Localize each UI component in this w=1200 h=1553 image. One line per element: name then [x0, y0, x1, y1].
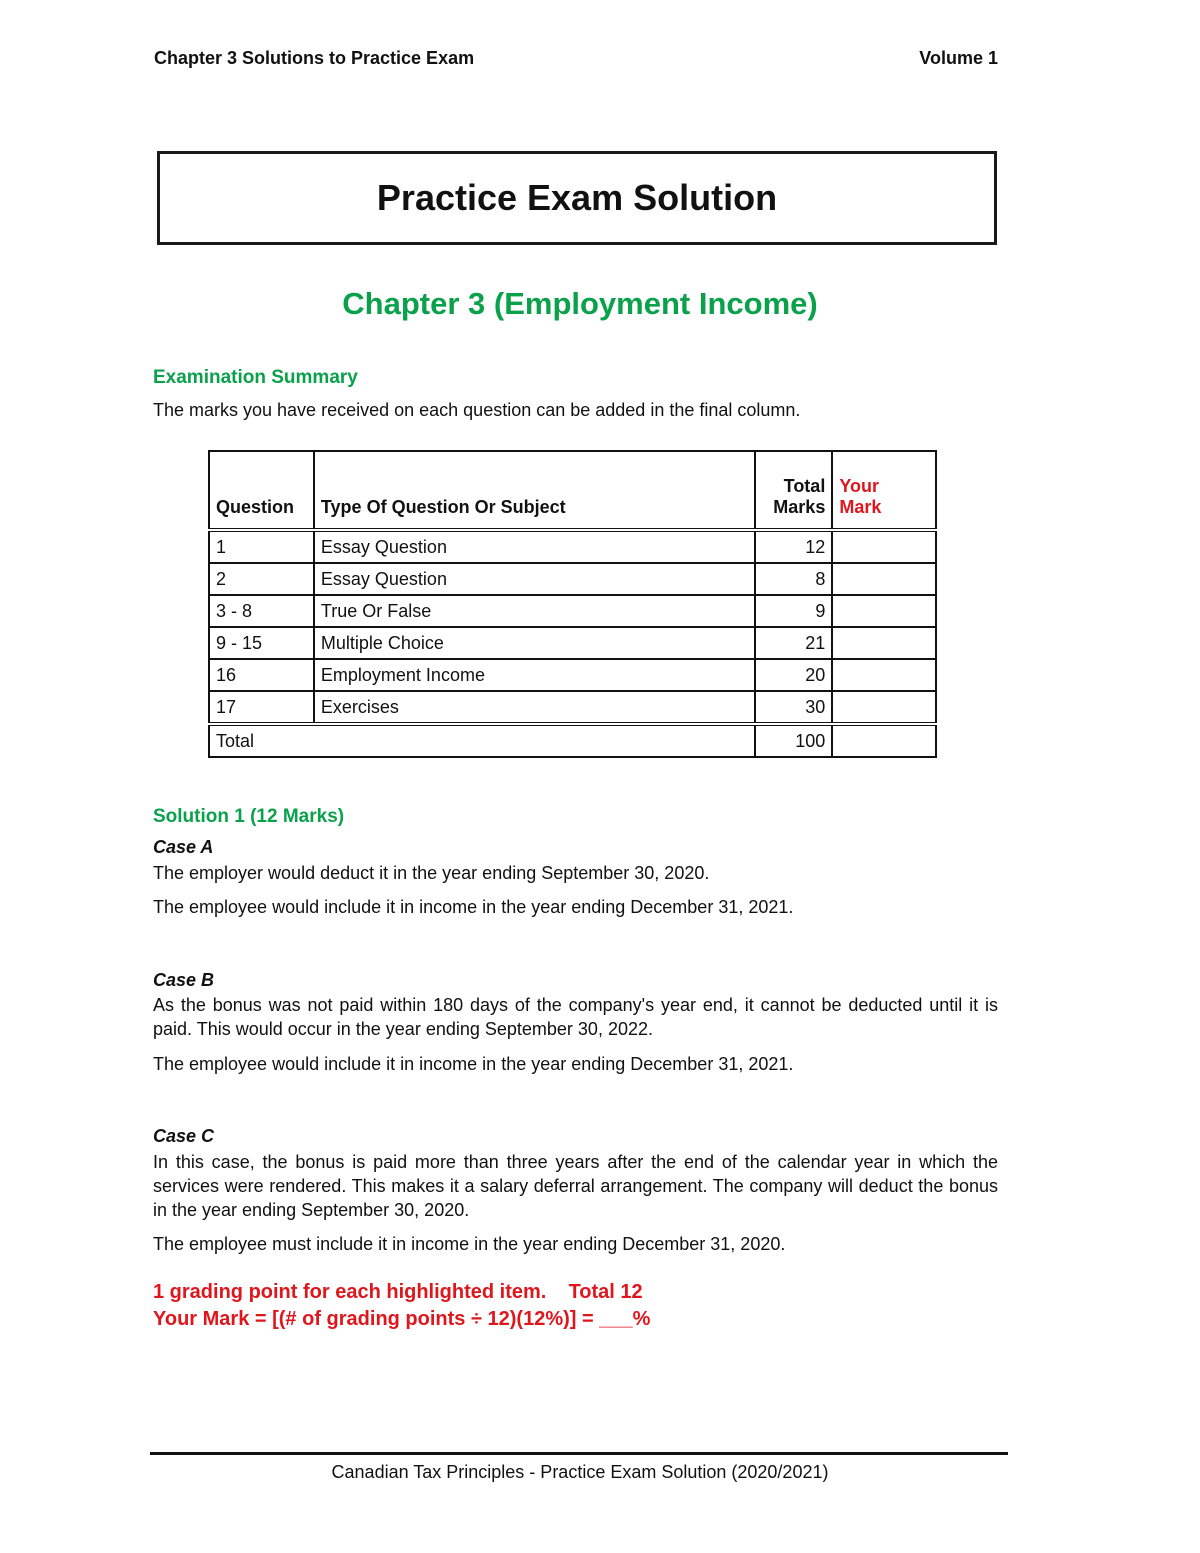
cell-type: Employment Income — [314, 659, 756, 691]
cell-question: 3 - 8 — [209, 595, 314, 627]
cell-your-mark — [832, 530, 936, 563]
case-c-paragraph-1: In this case, the bonus is paid more than three years after the end of the calendar year in which the services were rendered. This makes it a salary deferral arrangement. The company will deduct the bonus in the year ending September 30, 2020. — [153, 1152, 998, 1220]
exam-summary-table — [208, 450, 937, 758]
table-row — [209, 627, 936, 659]
case-a-title: Case A — [153, 837, 214, 857]
your-mark-formula: Your Mark = [(# of grading points ÷ 12)(12%)] = ___% — [153, 1308, 651, 1330]
table-total-row — [209, 724, 936, 757]
case-c-paragraph-2: The employee must include it in income in the year ending December 31, 2020. — [153, 1234, 786, 1254]
col-header-type: Type Of Question Or Subject — [314, 451, 756, 530]
summary-intro: The marks you have received on each question can be added in the final column. — [153, 400, 801, 420]
page-footer: Canadian Tax Principles - Practice Exam Solution (2020/2021) — [331, 1462, 829, 1482]
table-row — [209, 691, 936, 724]
cell-question: 16 — [209, 659, 314, 691]
cell-your-mark — [832, 563, 936, 595]
cell-marks: 8 — [755, 563, 832, 595]
col-header-your-mark — [832, 451, 936, 530]
cell-question: 2 — [209, 563, 314, 595]
case-b-paragraph-2: The employee would include it in income in the year ending December 31, 2021. — [153, 1054, 794, 1074]
table-row — [209, 595, 936, 627]
cell-marks: 20 — [755, 659, 832, 691]
col-header-question: Question — [209, 451, 314, 530]
cell-marks: 9 — [755, 595, 832, 627]
cell-total-marks: 100 — [755, 724, 832, 757]
case-c-title: Case C — [153, 1126, 215, 1146]
summary-heading: Examination Summary — [153, 367, 358, 388]
table-row — [209, 563, 936, 595]
cell-type: Essay Question — [314, 530, 756, 563]
chapter-title: Chapter 3 (Employment Income) — [342, 286, 818, 321]
page-title: Practice Exam Solution — [157, 151, 997, 245]
col-header-your-line2: Mark — [839, 497, 882, 517]
table-row — [209, 659, 936, 691]
cell-total-label: Total — [209, 724, 755, 757]
col-header-your-line1: Your — [839, 476, 879, 496]
case-b-title: Case B — [153, 970, 215, 990]
case-b-paragraph-1: As the bonus was not paid within 180 days of the company's year end, it cannot be deducted until it is paid. This would occur in the year ending September 30, 2022. — [153, 995, 998, 1039]
cell-question: 1 — [209, 530, 314, 563]
cell-your-mark — [832, 659, 936, 691]
case-a-paragraph-1: The employer would deduct it in the year ending September 30, 2020. — [153, 863, 710, 883]
cell-type: True Or False — [314, 595, 756, 627]
table-row — [209, 530, 936, 563]
col-header-total-line2: Marks — [773, 497, 826, 517]
cell-your-mark — [832, 691, 936, 724]
cell-marks: 21 — [755, 627, 832, 659]
col-header-total-marks — [755, 451, 832, 530]
cell-question: 9 - 15 — [209, 627, 314, 659]
cell-type: Multiple Choice — [314, 627, 756, 659]
cell-marks: 12 — [755, 530, 832, 563]
cell-marks: 30 — [755, 691, 832, 724]
running-header-volume: Volume 1 — [919, 48, 998, 68]
grading-note: 1 grading point for each highlighted item. Total 12 — [153, 1281, 643, 1303]
cell-your-mark — [832, 627, 936, 659]
table-header-row — [209, 451, 936, 530]
running-header-title: Chapter 3 Solutions to Practice Exam — [154, 48, 475, 68]
cell-total-your-mark — [832, 724, 936, 757]
col-header-total-line1: Total — [783, 476, 826, 496]
cell-your-mark — [832, 595, 936, 627]
cell-type: Exercises — [314, 691, 756, 724]
cell-question: 17 — [209, 691, 314, 724]
footer-divider — [150, 1452, 1008, 1455]
cell-type: Essay Question — [314, 563, 756, 595]
case-a-paragraph-2: The employee would include it in income in the year ending December 31, 2021. — [153, 897, 794, 917]
solution-heading: Solution 1 (12 Marks) — [153, 806, 345, 827]
